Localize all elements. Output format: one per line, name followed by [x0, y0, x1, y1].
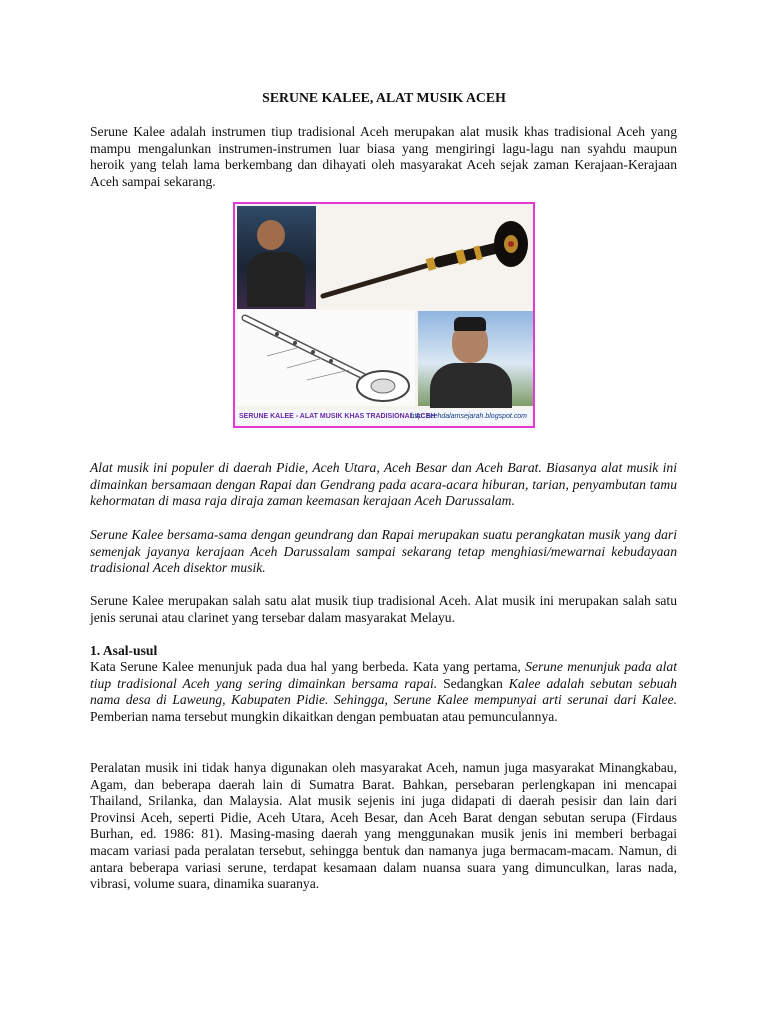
instrument-sketch	[237, 310, 415, 406]
italic-paragraph-2: Serune Kalee bersama-sama dengan geundrang dan Rapai merupakan suatu perangkatan musik yang dari semenjak jayanya kerajaan Aceh Darussalam sampai sekarang tetap menghiasi/mewarnai kebudayaan tradisional Aceh disektor musik.	[90, 527, 677, 576]
paragraph-5: Peralatan musik ini tidak hanya digunakan oleh masyarakat Aceh, namun juga masyarakat Minangkabau, Agam, dan beberapa daerah lain di Sumatra Barat. Bahkan, persebaran perlengkapan ini mencapai Thailand, Srilanka, dan Malaysia. Alat musik sejenis ini juga didapati di daerah pesisir dan lain dari Provinsi Aceh, seperti Pidie, Aceh Utara, Aceh Besar, dan Aceh Barat dengan sebutan serupa (Firdaus Burhan, ed. 1986: 81). Masing-masing daerah yang menggunakan musik jenis ini memberi berbagai macam variasi pada peralatan tersebut, sehingga bentuk dan namanya juga bermacam-macam. Namun, di antara beberapa variasi serune, terdapat kesamaan dalam nuansa suara yang dimunculkan, laras nada, vibrasi, volume suara, dinamika suaranya.	[90, 760, 677, 892]
serune-kalee-figure	[233, 202, 535, 428]
intro-paragraph: Serune Kalee adalah instrumen tiup tradisional Aceh merupakan alat musik khas tradisional Aceh yang mampu mengalunkan instrumen-instrumen luar biasa yang mengiringi lagu-lagu nan syahdu maupun heroik yang telah lama berkembang dan dihayati oleh masyarakat Aceh sejak zaman Kerajaan-Kerajaan Aceh sampai sekarang.	[90, 124, 677, 189]
section-heading: 1. Asal-usul	[90, 643, 158, 658]
figure-caption-title: SERUNE KALEE - ALAT MUSIK KHAS TRADISIONAL ACEH	[239, 413, 436, 420]
figure-caption	[237, 410, 531, 424]
document-title: SERUNE KALEE, ALAT MUSIK ACEH	[262, 90, 506, 105]
figure-caption-url: http: acehdalamsejarah.blogspot.com	[410, 413, 527, 420]
asal-usul-paragraph: Kata Serune Kalee menunjuk pada dua hal yang berbeda. Kata yang pertama, Serune menunjuk pada alat tiup tradisional Aceh yang sering dimainkan bersama rapai. Sedangkan Kalee adalah sebutan sebuah nama desa di Laweung, Kabupaten Pidie. Sehingga, Serune Kalee mempunyai arti serunai dari Kalee. Pemberian nama tersebut mungkin dikaitkan dengan pembuatan atau pemunculannya.	[90, 659, 677, 724]
italic-paragraph-1: Alat musik ini populer di daerah Pidie, Aceh Utara, Aceh Besar dan Aceh Barat. Biasanya alat musik ini dimainkan bersamaan dengan Rapai dan Gendrang pada acara-acara hiburan, tarian, penyambutan tamu kehormatan di masa raja diraja zaman keemasan kerajaan Aceh Darussalam.	[90, 460, 677, 509]
player-photo-2	[418, 311, 533, 406]
serune-kalee-instrument-image	[319, 212, 533, 308]
player-photo-1	[237, 206, 316, 309]
paragraph-3: Serune Kalee merupakan salah satu alat musik tiup tradisional Aceh. Alat musik ini merupakan salah satu jenis serunai atau clarinet yang tersebar dalam masyarakat Melayu.	[90, 593, 677, 625]
